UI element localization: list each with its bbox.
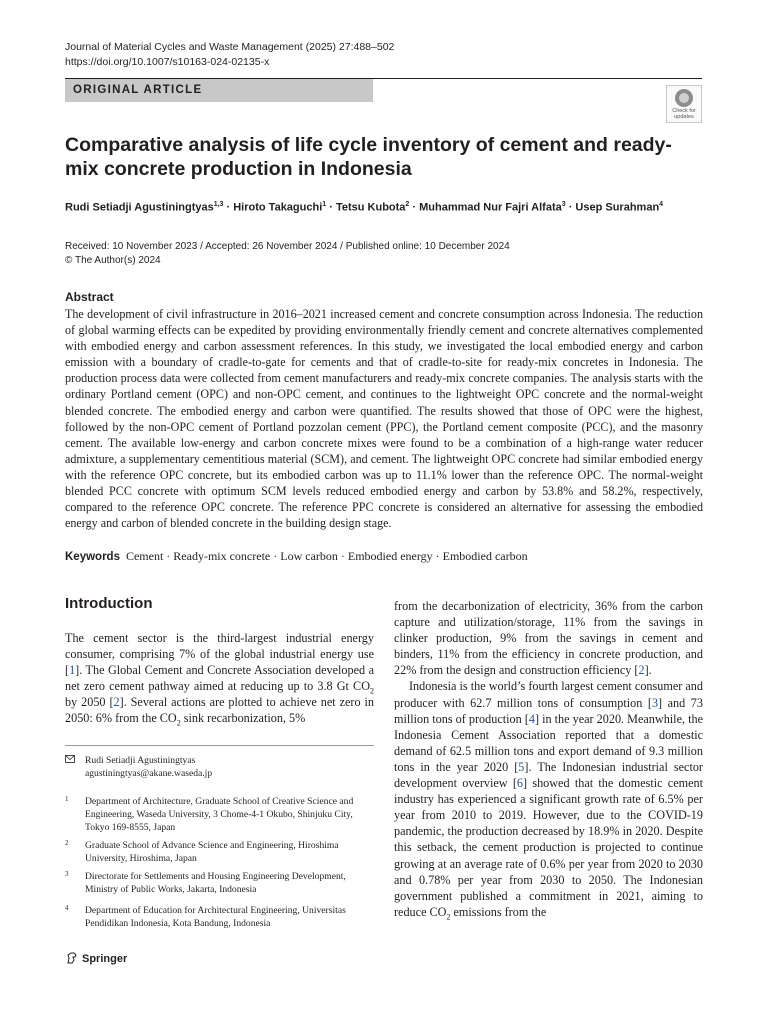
check-updates-line2: updates [674, 114, 694, 120]
author-affiliation: 3 [561, 201, 566, 208]
keywords [65, 549, 705, 564]
affiliation-text: Department of Education for Architectural Engineering, Universitas Pendidikan Indonesia, Kota Bandung, Indonesia [85, 905, 346, 929]
left-column-text [65, 630, 374, 727]
publication-dates [65, 240, 510, 268]
check-updates-line1: Check for [672, 108, 696, 114]
affiliation-text: Directorate for Settlements and Housing Engineering Development, Ministry of Public Works, Jakarta, Indonesia [85, 871, 346, 895]
publisher-footer [65, 951, 127, 965]
article-type-badge: ORIGINAL ARTICLE [65, 79, 373, 102]
affiliation-number: 3 [65, 870, 69, 878]
check-for-updates-badge[interactable] [666, 85, 702, 123]
citation-link[interactable]: 5 [518, 759, 525, 774]
affiliation-number: 2 [65, 839, 69, 847]
citation-link[interactable]: 1 [69, 663, 76, 678]
journal-header [65, 40, 394, 70]
affiliation-text: Graduate School of Advance Science and Engineering, Hiroshima University, Hiroshima, Japan [85, 840, 339, 864]
envelope-icon [65, 755, 75, 763]
citation-link[interactable]: 6 [516, 776, 523, 791]
corresponding-author-email[interactable]: agustiningtyas@akane.waseda.jp [85, 768, 213, 779]
abstract-text: The development of civil infrastructure in 2016–2021 increased cement and concrete consumption across Indonesia. The reduction of global warming effects can be expedited by providing environmentally friendly cement and concrete alternatives complemented with embodied energy and carbon assessment references. In this study, we investigated the local embodied energy and carbon emission with a boundary of cradle-to-gate for cements and that of cradle-to-site for ready-mix concretes in Indonesia. The production process data were collected from cement manufacturers and ready-mix concrete companies. The analysis starts with the ordinary Portland cement (OPC) and non-OPC cement, and continues to the lightweight OPC concrete and the normal-weight blended concrete. The embodied energy and carbon were quantified. The results showed that those of OPC were the highest, followed by the non-OPC cement of Portland pozzolan cement (PPC), the Portland cement composite (PCC), and the masonry cement. The available low-energy and carbon concrete mixes were found to be a combination of a high-range water reducer admixture, a supplementary cementitious material (SCM), and cement. The lightweight OPC concrete had similar embodied energy with the reference OPC concrete, but its embodied carbon was up to 11.1% lower than the reference OPC. The normal-weight blended PCC concrete with optimum SCM levels reduced embodied energy and carbon by 53.8% and 58.2%, respectively, compared to the reference OPC concrete. The reference PPC concrete is considered an alternative for assessing the embodied energy and carbon of blended concrete in the building design stage. [65, 307, 703, 531]
intro-paragraph: The cement sector is the third-largest industrial energy consumer, comprising 7% of the global industrial energy use [1]. The Global Cement and Concrete Association developed a net zero cement pathway aimed at reducing up to 3.8 Gt $CO_2$ by 2050 [2]. Several actions are plotted to achieve net zero in 2050: 6% from the $CO_2$ sink recarbonization, 5% [65, 631, 375, 728]
intro-paragraph: from the decarbonization of electricity, 36% from the carbon capture and utilization/storage, 11% from the savings in clinker production, 9% from the savings in cement and binders, 11% from the efficiency in concrete production, and 22% from the design and construction efficiency [2]. [394, 599, 703, 678]
affiliation-number: 4 [65, 904, 69, 912]
introduction-heading: Introduction [65, 595, 153, 612]
citation-link[interactable]: 3 [651, 695, 659, 710]
keywords-heading: Keywords [65, 551, 120, 563]
author-name[interactable]: Usep Surahman [575, 201, 660, 214]
check-updates-icon [675, 89, 693, 107]
citation-link[interactable]: 2 [638, 663, 645, 678]
author-affiliation: 2 [405, 201, 410, 208]
author-affiliation: 1,3 [213, 201, 224, 208]
intro-paragraph: Indonesia is the world’s fourth largest cement consumer and producer with 62.7 million tons of consumption [3] and 73 million tons of production [4] in the year 2020. Meanwhile, the Indonesia Cement Association reported that a domestic demand of 62.5 million tons and export demand of 9.3 million tons in the year 2020 [5]. The Indonesian industrial sector development overview [6] showed that the domestic cement industry has experienced a significant growth rate of 6.5% per year from 2010 to 2019. However, due to the COVID-19 pandemic, the production decreased by 18.9% in 2020. Despite this setback, the cement production is projected to continue growing at an average rate of 0.6% per year from 2020 to 2030 and 0.78% per year from 2030 to 2050. The Indonesian government published a commitment in 2021, aiming to reduce $CO_2$ emissions from the [394, 679, 703, 922]
journal-citation: Journal of Material Cycles and Waste Management (2025) 27:488–502 [65, 41, 395, 53]
affiliation-text: Department of Architecture, Graduate School of Creative Science and Engineering, Waseda University, 3 Chome-4-1 Okubo, Shinjuku City, Tokyo 169-8555, Japan [85, 796, 354, 833]
citation-link[interactable]: 4 [528, 711, 535, 726]
springer-horse-icon [65, 951, 79, 965]
citation-link[interactable]: 2 [113, 695, 120, 710]
affiliation-number: 1 [65, 795, 69, 803]
author-name[interactable]: Rudi Setiadji Agustiningtyas [65, 201, 214, 214]
corresponding-author-name: Rudi Setiadji Agustiningtyas [85, 755, 196, 766]
copyright: © The Author(s) 2024 [65, 255, 161, 266]
article-title: Comparative analysis of life cycle inventory of cement and ready-mix concrete production in Indonesia [65, 134, 672, 180]
footnote-rule [65, 745, 374, 746]
abstract-heading: Abstract [65, 290, 114, 304]
author-affiliation: 4 [659, 201, 664, 208]
right-column-text [394, 598, 703, 920]
publisher-name: Springer [82, 953, 128, 965]
author-name[interactable]: Tetsu Kubota [335, 201, 406, 214]
author-list: Rudi Setiadji Agustiningtyas$^{1,3}$ · Hiroto Takaguchi$^1$ · Tetsu Kubota$^2$ · Muhammad Nur Fajri Alfata$^3$ · Usep Surahman$^4$ [65, 201, 664, 214]
author-name[interactable]: Hiroto Takaguchi [233, 201, 323, 214]
author-name[interactable]: Muhammad Nur Fajri Alfata [419, 201, 562, 214]
keywords-list: Cement · Ready-mix concrete · Low carbon · Embodied energy · Embodied carbon [125, 549, 528, 563]
doi-link[interactable]: https://doi.org/10.1007/s10163-024-02135-x [65, 56, 270, 68]
author-affiliation: 1 [322, 201, 327, 208]
history-dates: Received: 10 November 2023 / Accepted: 26 November 2024 / Published online: 10 December 2024 [65, 241, 510, 252]
